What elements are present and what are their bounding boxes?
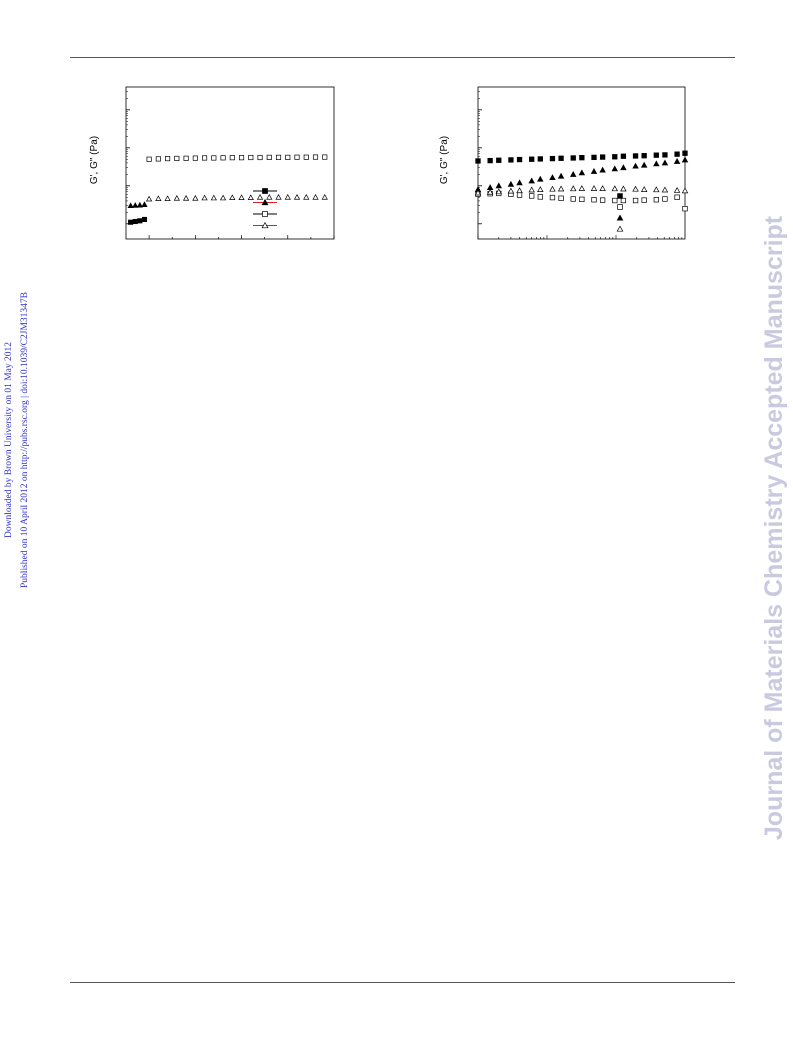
footer-rule: [70, 982, 735, 983]
data-point: [538, 187, 543, 192]
data-point: [633, 163, 638, 168]
data-point: [133, 203, 138, 208]
data-point: [600, 186, 605, 191]
data-point: [654, 197, 659, 202]
data-point: [147, 196, 152, 201]
data-point: [571, 186, 576, 191]
data-point: [285, 195, 290, 200]
data-point: [600, 198, 605, 203]
data-point: [618, 194, 623, 199]
data-point: [558, 173, 563, 178]
data-point: [476, 159, 481, 164]
data-point: [202, 156, 206, 160]
data-point: [612, 186, 617, 191]
data-point: [674, 159, 679, 164]
data-point: [263, 189, 268, 194]
data-point: [221, 156, 225, 160]
data-point: [550, 186, 555, 191]
data-point: [248, 195, 253, 200]
data-points: [475, 151, 687, 211]
data-point: [165, 196, 170, 201]
watermark: [752, 190, 792, 870]
axis-ticks: [126, 92, 334, 239]
data-point: [323, 155, 327, 159]
data-point: [621, 154, 626, 159]
data-point: [642, 162, 647, 167]
data-point: [579, 170, 584, 175]
data-point: [156, 196, 161, 201]
data-point: [313, 195, 318, 200]
data-point: [258, 195, 263, 200]
data-point: [559, 196, 564, 201]
data-point: [682, 157, 687, 162]
data-point: [249, 155, 253, 159]
data-point: [618, 205, 623, 210]
data-point: [579, 186, 584, 191]
data-point: [550, 175, 555, 180]
data-point: [529, 178, 534, 183]
data-point: [663, 197, 668, 202]
data-point: [571, 197, 576, 202]
data-point: [683, 151, 688, 156]
data-point: [517, 157, 522, 162]
chart-modulus-left: [80, 82, 340, 247]
data-point: [508, 182, 513, 187]
data-point: [642, 153, 647, 158]
data-point: [600, 167, 605, 172]
data-point: [591, 169, 596, 174]
download-stamp: [4, 270, 34, 610]
data-point: [142, 202, 147, 207]
data-point: [212, 156, 216, 160]
data-point: [517, 188, 522, 193]
data-point: [580, 155, 585, 160]
data-point: [294, 195, 299, 200]
data-point: [612, 198, 617, 203]
data-point: [558, 186, 563, 191]
data-point: [276, 155, 280, 159]
data-point: [538, 176, 543, 181]
data-point: [230, 155, 234, 159]
data-point: [612, 154, 617, 159]
data-point: [508, 188, 513, 193]
data-point: [571, 172, 576, 177]
data-point: [621, 186, 626, 191]
data-point: [165, 156, 169, 160]
data-point: [682, 188, 687, 193]
data-point: [496, 183, 501, 188]
data-point: [571, 156, 576, 161]
data-point: [642, 187, 647, 192]
data-point: [617, 226, 623, 231]
data-point: [184, 196, 189, 201]
data-point: [633, 198, 638, 203]
data-point: [592, 155, 597, 160]
data-point: [263, 212, 268, 217]
data-point: [137, 203, 142, 208]
stamp-line-1: Downloaded by Brown University on 01 May 2012: [4, 341, 14, 539]
data-point: [193, 156, 197, 160]
data-point: [550, 195, 555, 200]
data-point: [591, 186, 596, 191]
data-points: [128, 155, 327, 225]
data-point: [592, 197, 597, 202]
watermark-text: Journal of Materials Chemistry Accepted Manuscript: [760, 215, 788, 841]
data-point: [633, 154, 638, 159]
data-point: [128, 203, 133, 208]
data-point: [674, 188, 679, 193]
data-point: [156, 157, 160, 161]
data-point: [174, 196, 179, 201]
data-point: [654, 161, 659, 166]
data-point: [538, 195, 543, 200]
data-point: [133, 219, 137, 223]
data-point: [550, 156, 555, 161]
data-point: [662, 160, 667, 165]
data-point: [175, 156, 179, 160]
data-point: [654, 187, 659, 192]
data-point: [496, 158, 501, 163]
y-axis-label: G', G" (Pa): [89, 135, 100, 185]
data-point: [267, 195, 272, 200]
axis-ticks: [478, 92, 682, 239]
data-point: [517, 193, 522, 198]
data-point: [286, 155, 290, 159]
data-point: [675, 152, 680, 157]
data-point: [600, 155, 605, 160]
plot-frame: [126, 87, 334, 239]
data-point: [267, 155, 271, 159]
data-point: [488, 158, 493, 163]
data-point: [529, 157, 534, 162]
data-point: [211, 195, 216, 200]
data-point: [193, 196, 198, 201]
data-point: [230, 195, 235, 200]
data-point: [663, 153, 668, 158]
data-point: [517, 180, 522, 185]
data-point: [621, 198, 626, 203]
data-point: [184, 156, 188, 160]
data-point: [617, 215, 623, 220]
data-point: [580, 197, 585, 202]
data-point: [313, 155, 317, 159]
data-point: [529, 187, 534, 192]
data-point: [304, 155, 308, 159]
data-point: [221, 195, 226, 200]
data-point: [538, 157, 543, 162]
data-point: [654, 153, 659, 158]
data-point: [258, 155, 262, 159]
data-point: [529, 194, 534, 199]
legend: [253, 189, 277, 228]
chart-modulus-right: [430, 82, 690, 247]
data-point: [662, 187, 667, 192]
data-point: [621, 165, 626, 170]
data-point: [239, 195, 244, 200]
data-point: [322, 195, 327, 200]
data-point: [304, 195, 309, 200]
data-point: [633, 186, 638, 191]
data-point: [138, 219, 142, 223]
data-point: [202, 195, 207, 200]
stamp-line-2: Published on 10 April 2012 on http://pubs.rsc.org | doi:10.1039/C2JM31347B: [20, 292, 30, 588]
data-point: [509, 158, 514, 163]
data-point: [239, 155, 243, 159]
data-point: [559, 156, 564, 161]
data-point: [642, 198, 647, 203]
data-point: [128, 220, 132, 224]
data-point: [612, 166, 617, 171]
data-point: [147, 157, 151, 161]
plot-frame: [478, 87, 685, 239]
data-point: [142, 217, 146, 221]
data-point: [675, 195, 680, 200]
header-rule: [70, 57, 735, 58]
data-point: [683, 206, 688, 211]
data-point: [276, 195, 281, 200]
data-point: [295, 155, 299, 159]
y-axis-label: G', G" (Pa): [439, 135, 450, 185]
